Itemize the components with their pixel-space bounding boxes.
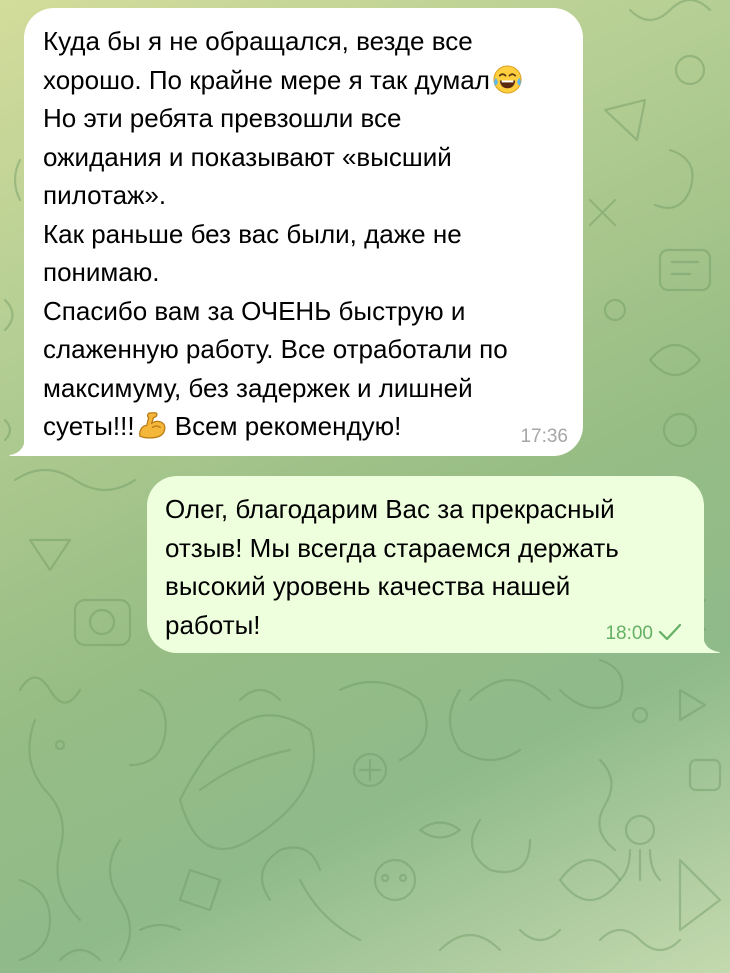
incoming-message-bubble[interactable] (24, 8, 583, 456)
message-time-text: 17:36 (520, 426, 568, 447)
flexed-biceps-emoji (137, 410, 168, 441)
check-icon (658, 622, 682, 642)
message-line (43, 407, 563, 446)
message-line: Но эти ребята превзошли все (43, 103, 402, 133)
message-line-text: хорошо. По крайне мере я так думал (43, 64, 490, 95)
message-line (43, 61, 563, 100)
outgoing-bubble-tail (703, 633, 721, 653)
outgoing-message-text (165, 490, 684, 644)
message-time (605, 622, 682, 644)
message-time-text: 18:00 (605, 623, 653, 644)
laughing-tears-emoji (492, 64, 523, 95)
message-line-text: суеты!!! (43, 411, 135, 441)
incoming-message-text (43, 22, 563, 446)
outgoing-message-bubble[interactable] (147, 476, 704, 653)
message-line: ожидания и показывают «высший (43, 141, 452, 172)
message-line: максимуму, без задержек и лишней (43, 372, 473, 403)
message-line: понимаю. (43, 257, 160, 287)
message-line: высокий уровень качества нашей (165, 571, 571, 601)
message-line: Куда бы я не обращался, везде все (43, 26, 473, 56)
message-line: слаженную работу. Все отработали по (43, 334, 508, 364)
message-line: Спасибо вам за ОЧЕНЬ быструю и (43, 295, 466, 326)
message-line: отзыв! Мы всегда стараемся держать (165, 532, 619, 563)
message-time (520, 427, 568, 447)
message-line-text: Всем рекомендую! (167, 411, 402, 441)
message-line: Как раньше без вас были, даже не (43, 218, 462, 249)
message-line: Олег, благодарим Вас за прекрасный (165, 494, 615, 524)
incoming-bubble-tail (9, 436, 25, 456)
message-line: работы! (165, 609, 261, 640)
message-line: пилотаж». (43, 180, 167, 210)
